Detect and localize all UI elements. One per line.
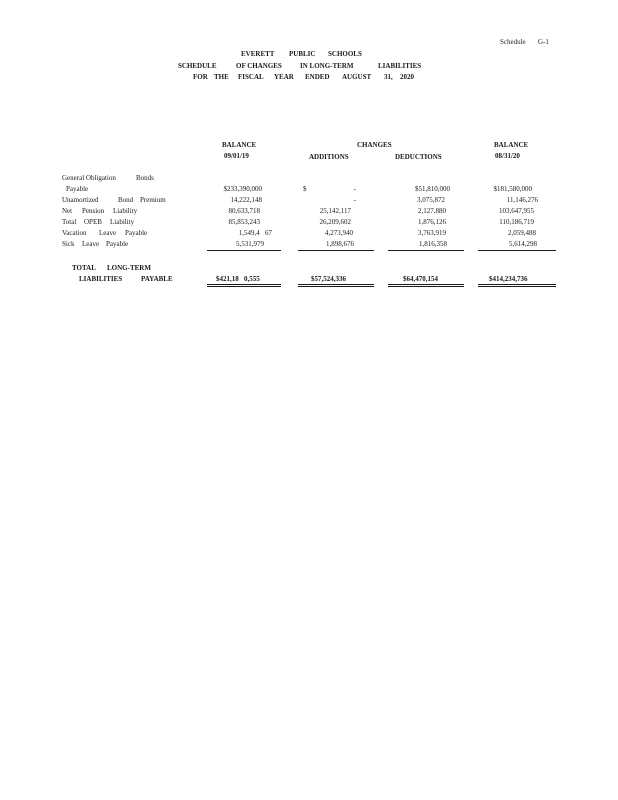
total-balance-end: $414,234,736 (489, 275, 528, 283)
row-label: Payable (66, 185, 89, 193)
total-balance-start: $421,18 0,555 (216, 275, 260, 283)
cell-balance-end: 5,614,298 (509, 240, 537, 248)
row-label: Leave (99, 229, 117, 237)
total-label: LONG-TERM (107, 264, 151, 272)
cell-balance-end: 2,059,488 (508, 229, 536, 237)
cell-additions: 1,898,676 (326, 240, 354, 248)
row-label: Payable (125, 229, 148, 237)
cell-balance-start: 1,549,4 67 (238, 229, 272, 237)
row-label: General Obligation (62, 174, 116, 182)
cell-deductions: 2,127,880 (418, 207, 446, 215)
cell-deductions: $51,810,000 (415, 185, 450, 193)
total-label: LIABILITIES (79, 275, 123, 283)
title-word: FISCAL (238, 73, 264, 81)
cell-balance-end: 110,186,719 (499, 218, 534, 226)
total-rule (207, 284, 281, 287)
row-label: Liability (113, 207, 138, 215)
header-balance-end: BALANCE (494, 141, 529, 149)
cell-deductions: 1,816,358 (419, 240, 447, 248)
row-label: Liability (110, 218, 135, 226)
row-label: Unamortized (62, 196, 99, 204)
header-balance-end-date: 08/31/20 (495, 152, 520, 160)
row-label: OPEB (84, 218, 102, 226)
row-label: Premium (140, 196, 166, 204)
cell-additions: 25,142,117 (319, 207, 351, 215)
schedule-label: Schedule (500, 38, 526, 46)
row-label: Payable (106, 240, 129, 248)
title-word: THE (214, 73, 229, 81)
title-word: LIABILITIES (378, 62, 422, 70)
total-label: TOTAL (72, 264, 96, 272)
cell-additions: 26,209,602 (319, 218, 351, 226)
row-label: Leave (82, 240, 100, 248)
title-word: IN LONG-TERM (300, 62, 354, 70)
cell-balance-start: 5,531,979 (236, 240, 264, 248)
row-label: Pension (82, 207, 105, 215)
title-word: YEAR (274, 73, 294, 81)
header-balance-start: BALANCE (222, 141, 257, 149)
row-label: Total (62, 218, 77, 226)
total-label: PAYABLE (141, 275, 173, 283)
cell-additions: - (353, 196, 356, 204)
cell-balance-end: 11,146,276 (506, 196, 538, 204)
schedule-id: G-1 (538, 38, 549, 46)
header-additions: ADDITIONS (309, 153, 349, 161)
title-word: AUGUST (342, 73, 372, 81)
total-additions: $57,524,336 (311, 275, 346, 283)
subtotal-rule (388, 250, 464, 251)
row-label: Vacation (62, 229, 87, 237)
cell-balance-start: 80,633,718 (228, 207, 260, 215)
header-changes: CHANGES (357, 141, 392, 149)
title-word: 2020 (400, 73, 414, 81)
title-word: PUBLIC (289, 50, 316, 58)
total-deductions: $64,470,154 (403, 275, 438, 283)
title-word: SCHOOLS (328, 50, 362, 58)
title-word: FOR (193, 73, 208, 81)
subtotal-rule (478, 250, 556, 251)
title-word: SCHEDULE (178, 62, 217, 70)
cell-balance-end: 103,647,955 (499, 207, 534, 215)
header-deductions: DEDUCTIONS (395, 153, 442, 161)
cell-additions: - (353, 185, 356, 193)
cell-deductions: 3,763,919 (418, 229, 446, 237)
cell-additions: 4,273,940 (325, 229, 353, 237)
row-label: Sick (62, 240, 75, 248)
title-word: EVERETT (241, 50, 275, 58)
subtotal-rule (207, 250, 281, 251)
total-rule (478, 284, 556, 287)
row-label: Net (62, 207, 73, 215)
title-word: ENDED (305, 73, 330, 81)
subtotal-rule (298, 250, 374, 251)
cell-balance-start: 14,222,148 (230, 196, 262, 204)
cell-balance-start: $233,390,000 (223, 185, 262, 193)
row-label: Bonds (136, 174, 154, 182)
cell-balance-end: $181,580,000 (493, 185, 532, 193)
cell-balance-start: 85,853,243 (228, 218, 260, 226)
cell-deductions: 3,075,872 (417, 196, 445, 204)
row-label: Bond (118, 196, 134, 204)
cell-deductions: 1,876,126 (418, 218, 446, 226)
title-word: 31, (384, 73, 393, 81)
title-word: OF CHANGES (236, 62, 282, 70)
total-rule (388, 284, 464, 287)
total-rule (298, 284, 374, 287)
header-balance-start-date: 09/01/19 (224, 152, 249, 160)
cell-additions-prefix: $ (303, 185, 307, 193)
